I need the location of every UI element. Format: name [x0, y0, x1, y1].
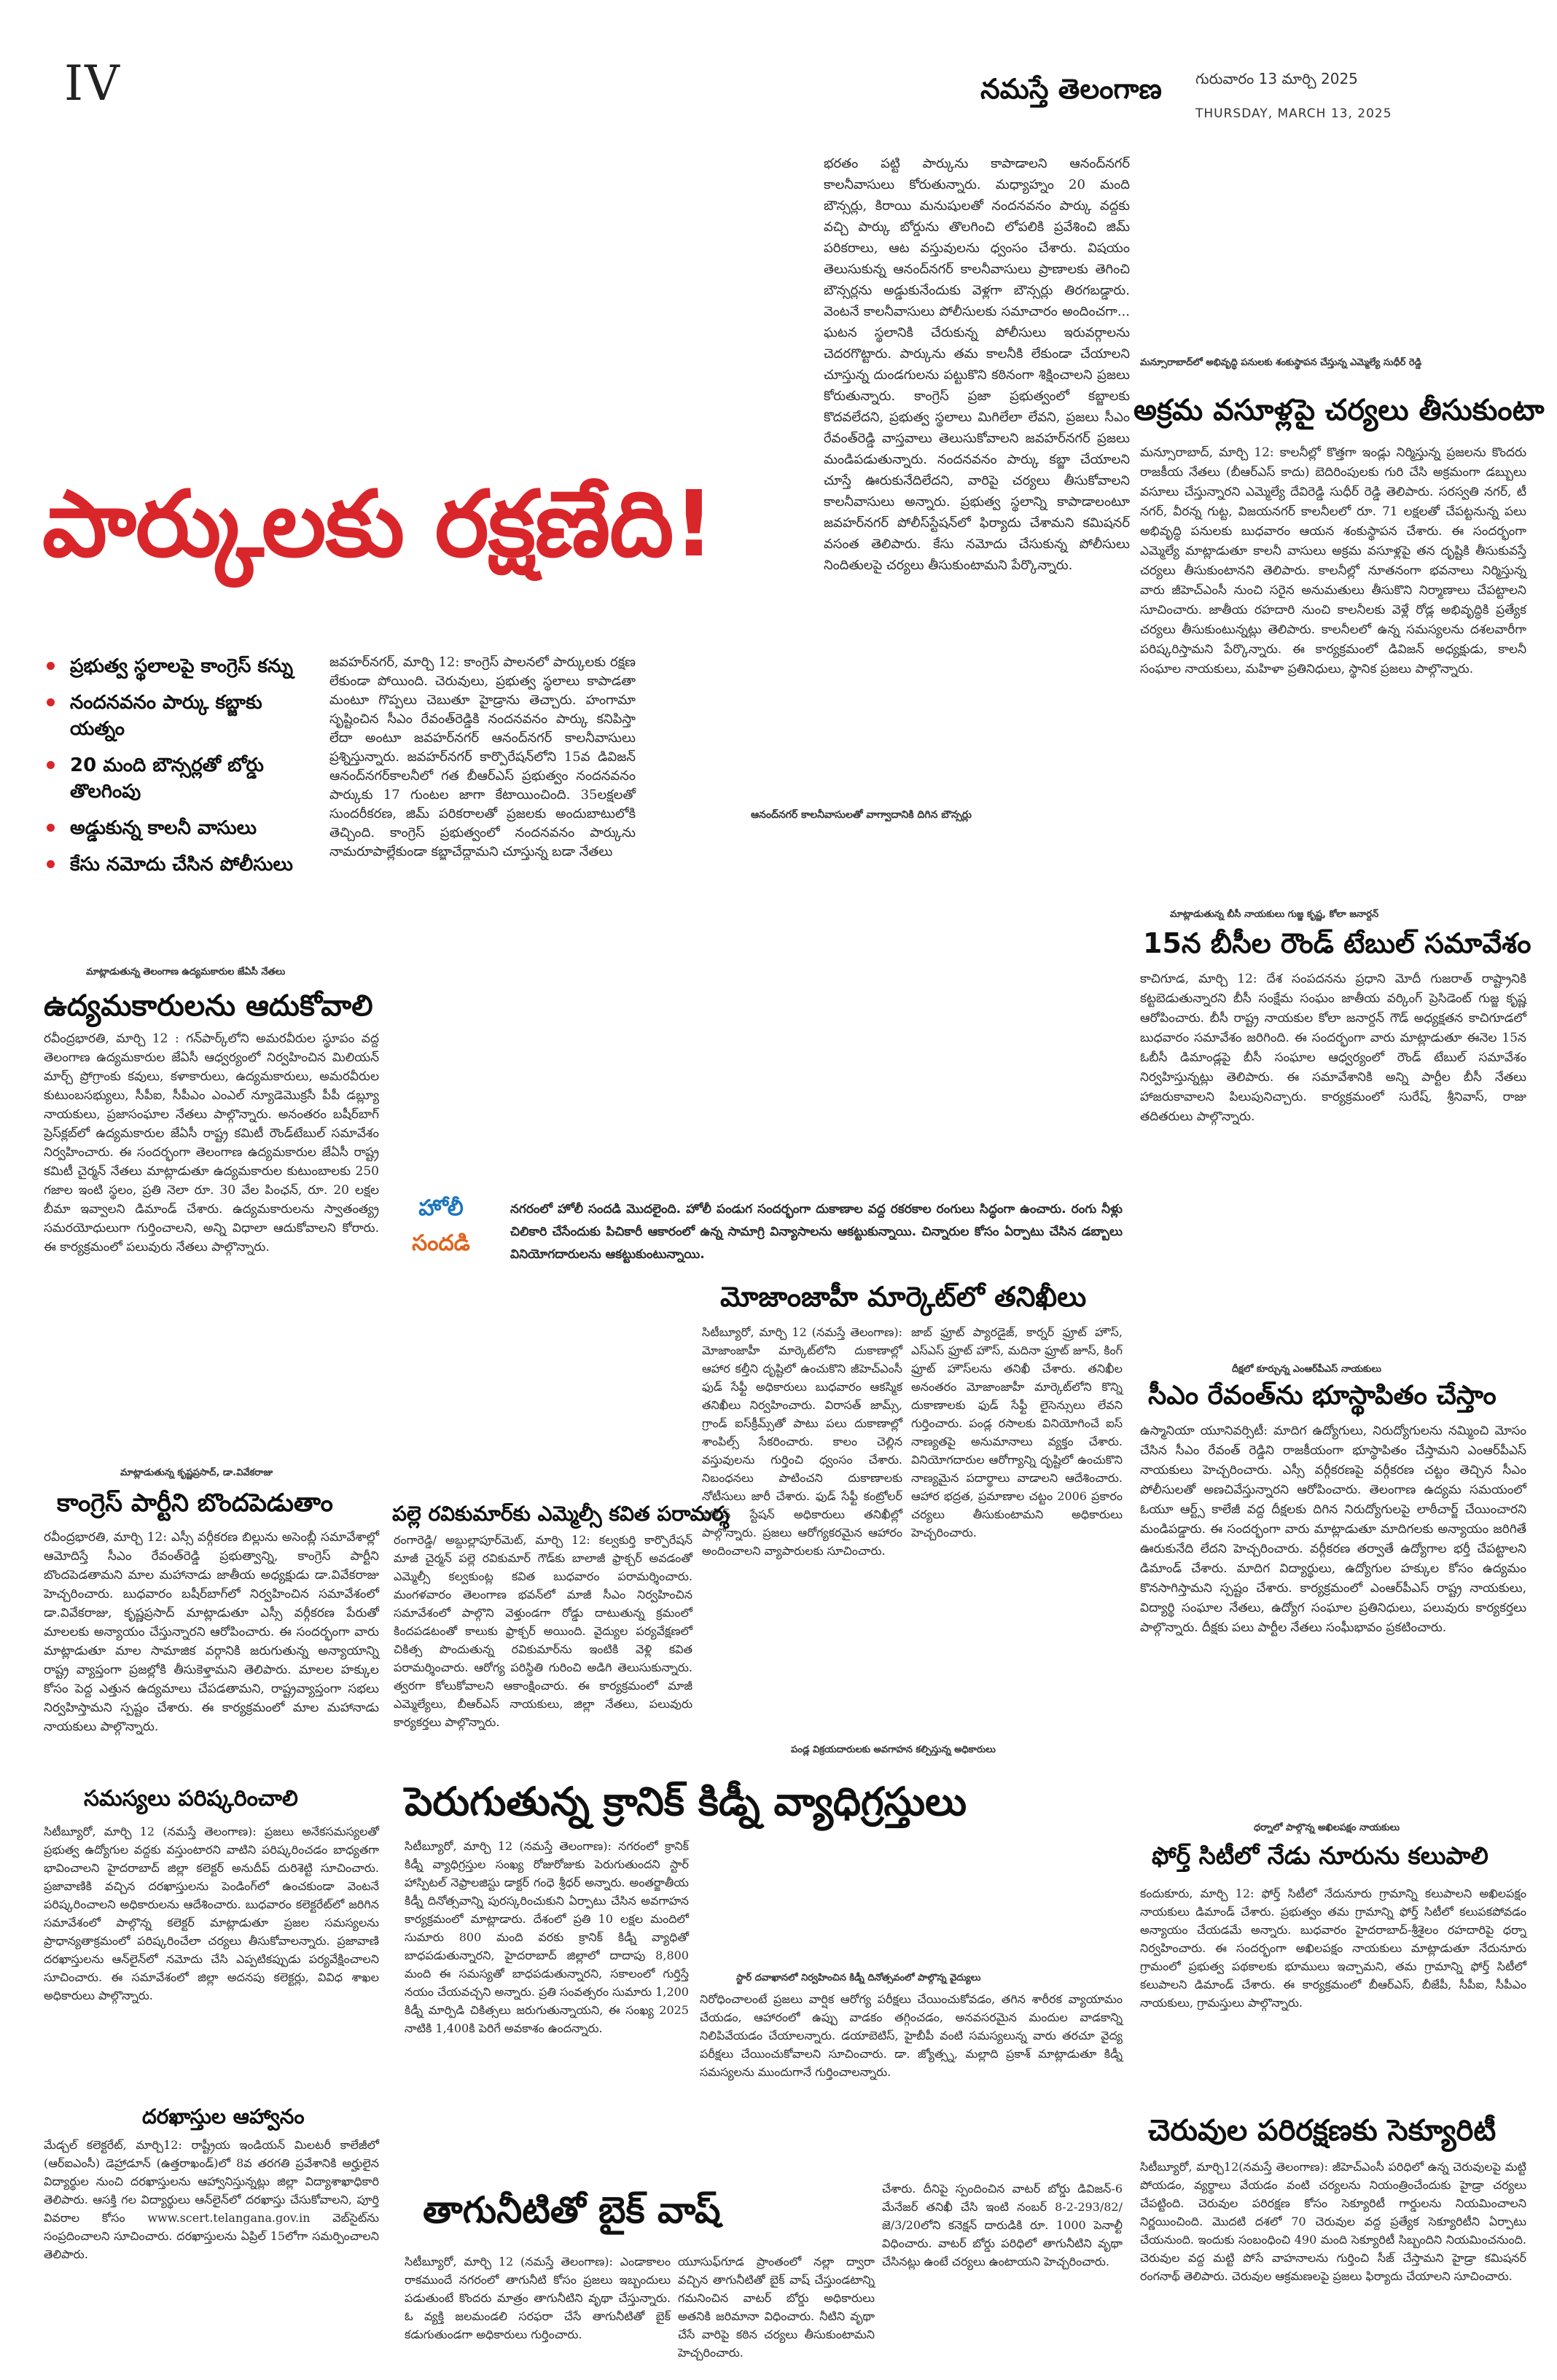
lead-bullets [47, 653, 316, 888]
lead-body-right: భరతం పట్టి పార్కును కాపాడాలని ఆనంద్‌నగర్ కాలనీవాసులు కోరుతున్నారు. మధ్యాహ్నం 20 మంది బౌన్సర్లు, కిరాయి మనుషులతో నందనవనం పార్కు వద్దకు వచ్చి పార్కు బోర్డును తొలగించి లోపలికి ప్రవేశించి జిమ్ పరికరాలు, ఆట వస్తువులను ధ్వంసం చేశారు. విషయం తెలుసుకున్న ఆనంద్‌నగర్ కాలనీవాసులు ప్రాణాలకు తెగించి బౌన్సర్లను అడ్డుకునేందుకు వెళ్లగా బౌన్సర్లు తిరగబడ్డారు. వెంటనే కాలనీవాసులు పోలీసులకు సమాచారం అందించగా... ఘటన స్థలానికి చేరుకున్న పోలీసులు ఇరువర్గాలను చెదరగొట్టారు. పార్కును తమ కాలనీకి లేకుండా చేయాలని చూస్తున్న దుండగులను పట్టుకొని కఠినంగా శిక్షించాలని ప్రజలు కోరుతున్నారు. కాంగ్రెస్ ప్రజా ప్రభుత్వంలో కబ్జాలకు కొదవలేదని, ప్రభుత్వ స్థలాలు మిగిలేలా లేవని, ప్రజలు సీఎం రేవంత్‌రెడ్డి వాస్తవాలు తెలుసుకోవాలని జవహర్‌నగర్ ప్రజలు మండిపడుతున్నారు. నందనవనం పార్కు కబ్జా చేయాలని చూస్తే ఊరుకునేదిలేదని, వారిపై చర్యలు తీసుకోవాలని కాలనీవాసులు అన్నారు. ప్రభుత్వ స్థలాన్ని కాపాడాలంటూ జవహర్‌నగర్ పోలీస్‌స్టేషన్‌లో ఫిర్యాదు చేశామని కమిషనర్ వసంత తెలిపారు. కేసు నమోదు చేసుకున్న పోలీసులు నిందితులపై చర్యలు తీసుకుంటామని పేర్కొన్నారు. [824, 156, 1130, 573]
lead-bullet: కేసు నమోదు చేసిన పోలీసులు [47, 851, 316, 878]
congress-kicker: మాట్లాడుతున్న కృష్ణప్రసాద్, డా.వివేకరాజు [120, 1467, 273, 1478]
bullet-dot [47, 662, 55, 670]
revanth-headline: సీఎం రేవంత్‌ను భూస్థాపితం చేస్తాం [1148, 1381, 1496, 1411]
kidney-photo-caption: స్టార్ దవాఖానలో నిర్వహించిన కిడ్నీ దినోత్సవంలో పాల్గొన్న వైద్యులు [736, 1973, 981, 1983]
holi-label-2: సందడి [412, 1230, 470, 1256]
kidney-photo [700, 1837, 1123, 1968]
bike-col3: చేశారు. దీనిపై స్పందించిన వాటర్ బోర్డు డివిజన్-6 మేనేజర్ తనిఖీ చేసి ఇంటి నంబర్ 8-2-293/82/జె/3/20లోని కనెక్షన్ దారుడికి రూ. 1000 పెనాల్టీ విధించారు. వాటర్ బోర్డు పరిధిలో తాగునీటిని వృథా చేసినట్లు ఉంటే చర్యలు ఉంటాయని హెచ్చరించారు. [882, 2182, 1123, 2268]
bike-headline: తాగునీటితో బైక్ వాష్ [423, 2189, 721, 2231]
bike-col1: సిటీబ్యూరో, మార్చి 12 (నమస్తే తెలంగాణ): ఎండాకాలం రాకముందే నగరంలో తాగునీటి కోసం ప్రజలు ఇబ్బందులు పడుతుంటే కొందరు మాత్రం తాగునీటిని వృథా చేస్తున్నారు. ఓ వ్యక్తి జలమండలి సరఫరా చేసే తాగునీటితో బైక్ కడుగుతుండగా అధికారులు గుర్తించారు. [405, 2255, 671, 2341]
akrama-kicker: మన్సూరాబాద్‌లో అభివృద్ధి పనులకు శంకుస్థాపన చేస్తున్న ఎమ్మెల్యే సుధీర్ రెడ్డి [1140, 357, 1422, 368]
formula-body: కందుకూరు, మార్చి 12: ఫోర్త్ సిటీలో నేదునూరు గ్రామాన్ని కలుపాలని అఖిలపక్షం నాయకులు డిమాండ్ చేశారు. ప్రభుత్వం తమ గ్రామాన్ని ఫోర్త్ సిటీలో కలుపకపోవడం అన్యాయం చేయడమే అన్నారు. బుధవారం హైదరాబాద్-శ్రీశైలం రహదారిపై ధర్నా నిర్వహించారు. ఈ సందర్భంగా అఖిలపక్షం నాయకులు మాట్లాడుతూ నేదునూరు గ్రామంలో ప్రభుత్వ పథకాలకు భూములు ఇచ్చామని, తమ గ్రామాన్ని ఫోర్త్ సిటీలో కలుపాలని డిమాండ్ చేశారు. ఈ కార్యక్రమంలో బీఆర్ఎస్, బీజేపీ, సీపీఐ, సీపీఎం నాయకులు, గ్రామస్తులు పాల్గొన్నారు. [1140, 1887, 1526, 2010]
udyama-headline: ఉద్యమకారులను ఆదుకోవాలి [44, 989, 373, 1023]
holi-label-1: హోలీ [418, 1195, 464, 1221]
congress-body: రవీంద్రభారతి, మార్చి 12: ఎస్సీ వర్గీకరణ బిల్లును అసెంబ్లీ సమావేశాల్లో ఆమోదిస్తే సీఎం రేవంత్‌రెడ్డి ప్రభుత్వాన్ని, కాంగ్రెస్ పార్టీని బొందపెడతామని మాల మహానాడు జాతీయ అధ్యక్షుడు డా.వివేకరాజు హెచ్చరించారు. బుధవారం బషీర్‌బాగ్‌లో నిర్వహించిన సమావేశంలో డా.వివేకరాజు, కృష్ణప్రసాద్ మాట్లాడుతూ ఎస్సీ వర్గీకరణ పేరుతో మాలలకు అన్యాయం చేస్తున్నారని ఆరోపించారు. ఈ సందర్భంగా వారు మాట్లాడుతూ మాల సామాజిక వర్గానికి జరుగుతున్న అన్యాయాన్ని రాష్ట్ర వ్యాప్తంగా ప్రజల్లోకి తీసుకెళ్తామని తెలిపారు. మాలల హక్కుల కోసం పెద్ద ఎత్తున ఉద్యమాలు చేపడతామని, రాష్ట్రవ్యాప్తంగా సభలు నిర్వహిస్తామని స్పష్టం చేశారు. ఈ కార్యక్రమంలో మాల మహానాడు నాయకులు పాల్గొన్నారు. [44, 1530, 379, 1734]
holi-caption: నగరంలో హోలీ సందడి మొదలైంది. హోలీ పండుగ సందర్భంగా దుకాణాల వద్ద రకరకాల రంగులు సిద్ధంగా ఉంచారు. రంగు నీళ్లు చిలికారి చేసేందుకు పిచికారీ ఆకారంలో ఉన్న సామాగ్రి విన్యాసాలను ఆకట్టుకున్నాయి. చిన్నారుల కోసం ఏర్పాటు చేసిన డబ్బాలు వినియోగదారులను ఆకట్టుకుంటున్నాయి. [510, 1202, 1123, 1262]
bike-col2: యూసుఫ్‌గూడ ప్రాంతంలో నల్లా ద్వారా వచ్చిన తాగునీటితో బైక్ వాష్ చేస్తుండటాన్ని గమనించిన వాటర్ బోర్డు అధికారులు అతనికి జరిమానా విధించారు. నీటిని వృథా చేసే వారిపై కఠిన చర్యలు తీసుకుంటామని హెచ్చరించారు. [678, 2255, 875, 2360]
darakhastu-body: మేడ్చల్ కలెక్టరేట్, మార్చి12: రాష్ట్రీయ ఇండియన్ మిలటరీ కాలేజీలో (ఆర్ఐఎంసీ) డెహ్రాడూన్ (ఉత్తరాఖండ్)లో 8వ తరగతి ప్రవేశానికి అర్హులైన విద్యార్థుల నుంచి దరఖాస్తులను ఆహ్వానిస్తున్నట్లు జిల్లా విద్యాశాఖాధికారి తెలిపారు. ఆసక్తి గల విద్యార్థులు ఆన్‌లైన్‌లో దరఖాస్తు చేసుకోవాలని, పూర్తి వివరాల కోసం www.scert.telangana.gov.in వెబ్‌సైట్‌ను సంప్రదించాలని సూచించారు. దరఖాస్తులను ఏప్రిల్ 15లోగా సమర్పించాలని తెలిపారు. [44, 2138, 379, 2261]
lead-bullet: ప్రభుత్వ స్థలాలపై కాంగ్రెస్ కన్ను [47, 653, 316, 679]
bike-photo [773, 2176, 875, 2249]
kidney-headline: పెరుగుతున్న క్రానిక్ కిడ్నీ వ్యాధిగ్రస్తులు [405, 1779, 967, 1825]
darakhastu-headline: దరఖాస్తుల ఆహ్వానం [142, 2104, 305, 2129]
holi-label [401, 1195, 481, 1261]
date-telugu: గురువారం 13 మార్చి 2025 [1195, 70, 1358, 87]
samasya-body: సిటీబ్యూరో, మార్చి 12 (నమస్తే తెలంగాణ): ప్రజలు అనేకసమస్యలతో ప్రభుత్వ ఉద్యోగుల వద్దకు వస్తుంటారని వాటిని పరిష్కరించడం బాధ్యతగా భావించాలని హైదరాబాద్ జిల్లా కలెక్టర్ అనుదీప్ దురిశెట్టి సూచించారు. ప్రజావాణికి వచ్చిన దరఖాస్తులను పెండింగ్‌లో ఉంచకుండా వెంటనే పరిష్కరించాలని అధికారులను ఆదేశించారు. బుధవారం కలెక్టరేట్‌లో జరిగిన సమావేశంలో పాల్గొన్న కలెక్టర్ మాట్లాడుతూ ప్రజల సమస్యలను ప్రాధాన్యతాక్రమంలో పరిష్కరించేలా చర్యలు తీసుకోవాలన్నారు. ప్రజావాణి దరఖాస్తులను ఆన్‌లైన్‌లో నమోదు చేసి ఎప్పటికప్పుడు పర్యవేక్షించాలని సూచించారు. ఈ సమావేశంలో జిల్లా అదనపు కలెక్టర్లు, వివిధ శాఖల అధికారులు పాల్గొన్నారు. [44, 1825, 379, 2002]
palle-body: రంగారెడ్డి/ అబ్దుల్లాపూర్‌మెట్, మార్చి 12: కల్వకుర్తి కార్పొరేషన్ మాజీ చైర్మన్ పల్లె రవికుమార్ గౌడ్‌కు బాలాజీ ఫ్రాక్చర్ అవడంతో ఎమ్మెల్సీ కల్వకుంట్ల కవిత బుధవారం పరామర్శించారు. మంగళవారం తెలంగాణ భవన్‌లో మాజీ సీఎం నిర్వహించిన సమావేశంలో పాల్గొని వెళ్తుండగా రోడ్డు దాటుతున్న క్రమంలో కిందపడటంతో కాలుకు ఫ్రాక్చర్ అయింది. వైద్యుల పర్యవేక్షణలో చికిత్స పొందుతున్న రవికుమార్‌ను ఇంటికి వెళ్లి కవిత పరామర్శించారు. ఆరోగ్య పరిస్థితి గురించి అడిగి తెలుసుకున్నారు. త్వరగా కోలుకోవాలని ఆకాంక్షించారు. ఈ కార్యక్రమంలో మాజీ ఎమ్మెల్యేలు, బీఆర్ఎస్ నాయకులు, జిల్లా నేతలు, పలువురు కార్యకర్తలు పాల్గొన్నారు. [394, 1533, 692, 1729]
mozam-headline: మోజాంజాహీ మార్కెట్‌లో తనిఖీలు [720, 1281, 1087, 1313]
lead-photo-2 [641, 641, 1123, 802]
udyama-body: రవీంద్రభారతి, మార్చి 12 : గన్‌పార్క్‌లోని అమరవీరుల స్థూపం వద్ద తెలంగాణ ఉద్యమకారుల జేఏసీ ఆధ్వర్యంలో నిర్వహించిన మిలియన్ మార్చ్ ప్రోగ్రాంకు కవులు, కళాకారులు, ఉద్యమకారులు, అమరవీరుల కుటుంబసభ్యులు, సీపీఐ, సీపీఎం ఎంఎల్ న్యూడెమొక్రసీ పీపీ డబ్ల్యూ నాయకులు, ప్రజాసంఘాల నేతలు పాల్గొన్నారు. అనంతరం బషీర్‌బాగ్ ప్రెస్‌క్లబ్‌లో ఉద్యమకారుల జేఏసీ రాష్ట్ర కమిటీ రౌండ్‌టేబుల్ సమావేశం నిర్వహించారు. ఈ సందర్భంగా తెలంగాణ ఉద్యమకారుల జేఏసీ రాష్ట్ర కమిటీ చైర్మన్ నేతలు మాట్లాడుతూ ఉద్యమకారుల కుటుంబాలకు 250 గజాల ఇంటి స్థలం, ప్రతి నెలా రూ. 30 వేల పింఛన్, రూ. 20 లక్షల బీమా ఇవ్వాలని డిమాండ్ చేశారు. ఉద్యమకారులను స్వాతంత్య్ర సమరయోధులుగా గుర్తించాలని, అన్ని విధాలా ఆదుకోవాలని కోరారు. ఈ కార్యక్రమంలో పలువురు నేతలు పాల్గొన్నారు. [44, 1031, 379, 1255]
cheruvu-headline: చెరువుల పరిరక్షణకు సెక్యూరిటీ [1148, 2114, 1496, 2147]
holi-photo [394, 860, 1123, 1181]
mozam-col1: సిటీబ్యూరో, మార్చి 12 (నమస్తే తెలంగాణ): మోజాంజాహీ మార్కెట్‌లోని దుకాణాల్లో ఆహార కల్తీని దృష్టిలో ఉంచుకొని జీహెచ్ఎంసీ ఫుడ్ సేఫ్టీ అధికారులు బుధవారం ఆకస్మిక తనిఖీలు నిర్వహించారు. విరాసత్ జామ్స్, గ్రాండ్ ఐస్‌క్రీమ్స్‌తో పాటు పలు దుకాణాల్లో శాంపిల్స్ సేకరించారు. కాలం చెల్లిన వస్తువులను గుర్తించి ధ్వంసం చేశారు. నిబంధనలు పాటించని దుకాణాలకు నోటీసులు జారీ చేశారు. ఫుడ్ సేఫ్టీ కంట్రోలర్ పోలీస్ స్టేషన్ అధికారులు తనిఖీల్లో పాల్గొన్నారు. ప్రజలు ఆరోగ్యకరమైన ఆహారం అందించాలని వ్యాపారులకు సూచించారు. [702, 1325, 902, 1558]
palle-photo [700, 1655, 1123, 1735]
lead-photo [42, 146, 813, 467]
bullet-dot [47, 860, 55, 868]
udyama-kicker: మాట్లాడుతున్న తెలంగాణ ఉద్యమకారుల జేఏసీ నేతలు [86, 967, 286, 978]
paper-logo: నమస్తే తెలంగాణ [980, 73, 1162, 105]
mozam-col2: జాబ్ ఫ్రూట్ ప్యారడైజ్, కార్నర్ ఫ్రూట్ హౌస్, ఎస్ఎస్ ఫ్రూట్ హౌస్, మదినా ఫ్రూట్ జూస్, కింగ్ ఫ్రూట్ హౌస్‌లను తనిఖీ చేశారు. తనిఖీల అనంతరం మోజాంజాహీ మార్కెట్‌లోని కొన్ని దుకాణాలకు ఫుడ్ సేఫ్టీ లైసెన్సులు లేవని గుర్తించారు. పండ్ల రసాలకు వినియోగించే ఐస్ నాణ్యతపై అనుమానాలు వ్యక్తం చేశారు. వినియోగదారుల ఆరోగ్యాన్ని దృష్టిలో ఉంచుకొని నాణ్యమైన పదార్థాలు వాడాలని ఆదేశించారు. ఆహార భద్రత, ప్రమాణాల చట్టం 2006 ప్రకారం చర్యలు తీసుకుంటామని అధికారులు హెచ్చరించారు. [911, 1325, 1123, 1540]
akrama-headline: అక్రమ వసూళ్లపై చర్యలు తీసుకుంటా [1133, 394, 1545, 427]
lead-body-left: జవహర్‌నగర్, మార్చి 12: కాంగ్రెస్ పాలనలో పార్కులకు రక్షణ లేకుండా పోయింది. చెరువులు, ప్రభుత్వ స్థలాలు కాపాడతా మంటూ గొప్పలు చెబుతూ హైడ్రాను తెచ్చారు. హంగామా సృష్టించిన సీఎం రేవంత్‌రెడ్డికి నందనవనం పార్కు కనిపిస్తా లేదా అంటూ జవహర్‌నగర్ ఆనంద్‌నగర్ కాలనీవాసులు ప్రశ్నిస్తున్నారు. జవహర్‌నగర్ కార్పొరేషన్‌లోని 15వ డివిజన్ ఆనంద్‌నగర్‌కాలనీలో గత బీఆర్ఎస్ ప్రభుత్వం నందనవనం పార్కుకు 17 గుంటల జాగా కేటాయించింది. 35లక్షలతో సుందరీకరణ, జిమ్ పరికరాలతో ప్రజలకు అందుబాటులోకి తెచ్చింది. కాంగ్రెస్ ప్రభుత్వంలో నందనవనం పార్కును నామరూపాల్లేకుండా కబ్జాచేద్దామని చూస్తున్న బడా నేతలు [329, 655, 636, 859]
lead-photo-caption: ఆనంద్‌నగర్ కాలనీవాసులతో వాగ్వాదానికి దిగిన బౌన్సర్లు [751, 809, 972, 821]
page-number: IV [64, 55, 121, 112]
samasya-headline: సమస్యలు పరిష్కరించాలి [84, 1786, 298, 1811]
formula-headline: ఫోర్త్ సిటీలో నేడు నూరును కలుపాలి [1152, 1841, 1488, 1870]
revanth-body: ఉస్మానియా యూనివర్సిటీ: మాదిగ ఉద్యోగులు, నిరుద్యోగులను నమ్మించి మోసం చేసిన సీఎం రేవంత్ రెడ్డిని రాజకీయంగా భూస్థాపితం చేస్తామని ఎంఆర్‌పీఎస్ నాయకులు హెచ్చరించారు. ఎస్సీ వర్గీకరణపై వర్గీకరణ చట్టం తెచ్చిన సీఎం పోలీసులతో అణచివేస్తున్నారని ఆరోపించారు. తెలంగాణ ఉద్యమ సమయంలో ఓయూ ఆర్ట్స్ కాలేజీ వద్ద దీక్షలకు దిగిన నిరుద్యోగులపై లాఠీచార్జ్ చేయించారని మండిపడ్డారు. ఈ సందర్భంగా వారు మాట్లాడుతూ మాదిగలకు అన్యాయం జరిగితే ఊరుకునేది లేదని హెచ్చరించారు. వర్గీకరణ తర్వాతే ఉద్యోగాల భర్తీ చేపట్టాలని డిమాండ్ చేశారు. మాదిగ విద్యార్థులు, ఉద్యోగుల హక్కుల కోసం ఉద్యమం కొనసాగిస్తామని స్పష్టం చేశారు. కార్యక్రమంలో ఎంఆర్‌పీఎస్ రాష్ట్ర నాయకులు, విద్యార్థి సంఘాల నేతలు, ఉద్యోగ సంఘాల ప్రతినిధులు, పలువురు కార్యకర్తలు పాల్గొన్నారు. దీక్షకు పలు పార్టీల నేతలు సంఘీభావం ప్రకటించారు. [1140, 1424, 1526, 1635]
bc-headline: 15న బీసీల రౌండ్ టేబుల్ సమావేశం [1143, 927, 1531, 959]
palle-headline: పల్లె రవికుమార్‌కు ఎమ్మెల్సీ కవిత పరామర్శ [392, 1502, 730, 1526]
lead-headline: పార్కులకు రక్షణేది! [42, 472, 714, 577]
formula-kicker: ధర్నాలో పాల్గొన్న అఖిలపక్షం నాయకులు [1254, 1822, 1400, 1833]
mozam-photo [394, 1305, 692, 1472]
lead-bullet: అడ్డుకున్న కాలనీ వాసులు [47, 815, 316, 841]
kidney-body: సిటీబ్యూరో, మార్చి 12 (నమస్తే తెలంగాణ): నగరంలో క్రానిక్ కిడ్నీ వ్యాధిగ్రస్తుల సంఖ్య రోజురోజుకు పెరుగుతుందని స్టార్ హాస్పిటల్ నెఫ్రాలజిస్టు డాక్టర్ గంధె శ్రీధర్ అన్నారు. అంతర్జాతీయ కిడ్నీ దినోత్సవాన్ని పురస్కరించుకుని ఏర్పాటు చేసిన అవగాహన కార్యక్రమంలో మాట్లాడారు. దేశంలో ప్రతి 10 లక్షల మందిలో సుమారు 800 మంది వరకు క్రానిక్ కిడ్నీ వ్యాధితో బాధపడుతున్నారని, హైదరాబాద్ జిల్లాలో దాదాపు 8,800 మంది ఈ సమస్యతో బాధపడుతున్నారని, సకాలంలో గుర్తిస్తే నయం చేయవచ్చని అన్నారు. ప్రతి సంవత్సరం సుమారు 1,200 కిడ్నీ మార్పిడి చికిత్సలు జరుగుతున్నాయని, ఈ సంఖ్య 2025 నాటికి 1,400కి పెరిగే అవకాశం ఉందన్నారు. [405, 1839, 689, 2035]
date-english: THURSDAY, MARCH 13, 2025 [1195, 106, 1392, 121]
revanth-kicker: దీక్షలో కూర్చున్న ఎంఆర్‌పీఎస్ నాయకులు [1232, 1364, 1382, 1375]
lead-bullet: 20 మంది బౌన్సర్లతో బోర్డు తొలగింపు [47, 752, 316, 805]
lead-bullet: నందనవనం పార్కు కబ్జాకు యత్నం [47, 690, 316, 742]
bullet-dot [47, 824, 55, 832]
kidney-col2: నిరోధించాలంటే ప్రజలు వార్షిక ఆరోగ్య పరీక్షలు చేయించుకోవడం, తగిన శారీరక వ్యాయామం చేయడం, ఆహారంలో ఉప్పు వాడకం తగ్గించడం, అనవసరమైన మందుల వాడకాన్ని నిలిపివేయడం చేయాలన్నారు. డయాబెటిస్, హైబీపీ వంటి సమస్యలున్న వారు తరచూ వైద్య పరీక్షలు చేయించుకోవాలని సూచించారు. డా. జ్యోత్స్న, మల్లాది ప్రకాశ్ మాట్లాడుతూ కిడ్నీ సమస్యలను ముందుగానే గుర్తించాలన్నారు. [700, 1992, 1123, 2079]
bc-kicker: మాట్లాడుతున్న బీసీ నాయకులు గుజ్జ కృష్ణ, కోలా జనార్దన్ [1170, 909, 1379, 920]
bc-body: కాచిగూడ, మార్చి 12: దేశ సంపదనను ప్రధాని మోదీ గుజరాత్ రాష్ట్రానికి కట్టబెడుతున్నారని బీసీ సంక్షేమ సంఘం జాతీయ వర్కింగ్ ప్రెసిడెంట్ గుజ్జ కృష్ణ ఆరోపించారు. బీసీ రాష్ట్ర నాయకుల కోలా జనార్దన్ గౌడ్ అధ్యక్షతన కాచిగూడలో బుధవారం సమావేశం జరిగింది. ఈ సందర్భంగా వారు మాట్లాడుతూ ఈనెల 15న ఓబీసీ డిమాండ్లపై బీసీ సంఘాల ఆధ్వర్యంలో రౌండ్ టేబుల్ సమావేశం నిర్వహిస్తున్నట్లు తెలిపారు. ఈ సమావేశానికి అన్ని పార్టీల బీసీ నేతలు హాజరుకావాలని పిలుపునిచ్చారు. కార్యక్రమంలో సురేష్, శ్రీనివాస్, రాజు తదితరులు పాల్గొన్నారు. [1140, 972, 1526, 1124]
bullet-dot [47, 761, 55, 769]
kidney-kicker: పండ్ల విక్రయదారులకు అవగాహన కల్పిస్తున్న అధికారులు [791, 1744, 996, 1755]
congress-headline: కాంగ్రెస్ పార్టీని బొందపెడుతాం [57, 1489, 333, 1518]
bullet-dot [47, 698, 55, 706]
cheruvu-body: సిటీబ్యూరో, మార్చి12(నమస్తే తెలంగాణ): జీహెచ్ఎంసీ పరిధిలో ఉన్న చెరువులపై మట్టి పోయడం, వ్యర్థాలు వేయడం వంటి చర్యలను నియంత్రించేందుకు హైడ్రా చర్యలు చేపట్టింది. చెరువుల పరిరక్షణ కోసం సెక్యూరిటీ గార్డులను నియమించాలని నిర్ణయించింది. మొదటి దశలో 70 చెరువుల వద్ద ప్రత్యేక సెక్యూరిటీని ఏర్పాటు చేయనుంది. ఇందుకు సంబంధించి 490 మంది సెక్యూరిటీ సిబ్బందిని నియమించనుంది. చెరువుల వద్ద మట్టి పోసే వాహనాలను గుర్తించి సీజ్ చేస్తామని హైడ్రా కమిషనర్ రంగనాథ్ తెలిపారు. చెరువుల ఆక్రమణలపై ప్రజలు ఫిర్యాదు చేయాలని సూచించారు. [1140, 2160, 1526, 2283]
akrama-body: మన్సూరాబాద్, మార్చి 12: కాలనీల్లో కొత్తగా ఇండ్లు నిర్మిస్తున్న ప్రజలను కొందరు రాజకీయ నేతలు (బీఆర్ఎస్ కాదు) బెదిరింపులకు గురి చేసి అక్రమంగా డబ్బులు వసూలు చేస్తున్నారని ఎమ్మెల్యే దేవిరెడ్డి సుధీర్ రెడ్డి తెలిపారు. సరస్వతి నగర్, టీ నగర్, వీరన్న గుట్ట, విజయనగర్ కాలనీలలో రూ. 71 లక్షలతో చేపట్టనున్న పలు అభివృద్ధి పనులకు బుధవారం ఆయన శంకుస్థాపన చేశారు. ఈ సందర్భంగా ఎమ్మెల్యే మాట్లాడుతూ కాలనీ వాసులు అక్రమ వసూళ్లపై తన దృష్టికి తీసుకువస్తే చర్యలు తీసుకుంటానని తెలిపారు. కాలనీల్లో నూతనంగా భవనాలు నిర్మిస్తున్న వారు జీహెచ్ఎంసీ నుంచి సరైన అనుమతులు తీసుకొని నిర్మాణాలు చేపట్టాలని సూచించారు. జాతీయ రహదారి నుంచి కాలనీలకు వెళ్లే రోడ్ల అభివృద్ధికి ప్రత్యేక చర్యలు తీసుకుంటున్నట్లు తెలిపారు. కాలనీలలో ఉన్న సమస్యలను దశలవారీగా పరిష్కరిస్తామని పేర్కొన్నారు. ఈ కార్యక్రమంలో డివిజన్ అధ్యక్షుడు, కాలనీ సంఘాల నాయకులు, మహిళా ప్రతినిధులు, స్థానిక ప్రజలు పాల్గొన్నారు. [1140, 445, 1526, 676]
